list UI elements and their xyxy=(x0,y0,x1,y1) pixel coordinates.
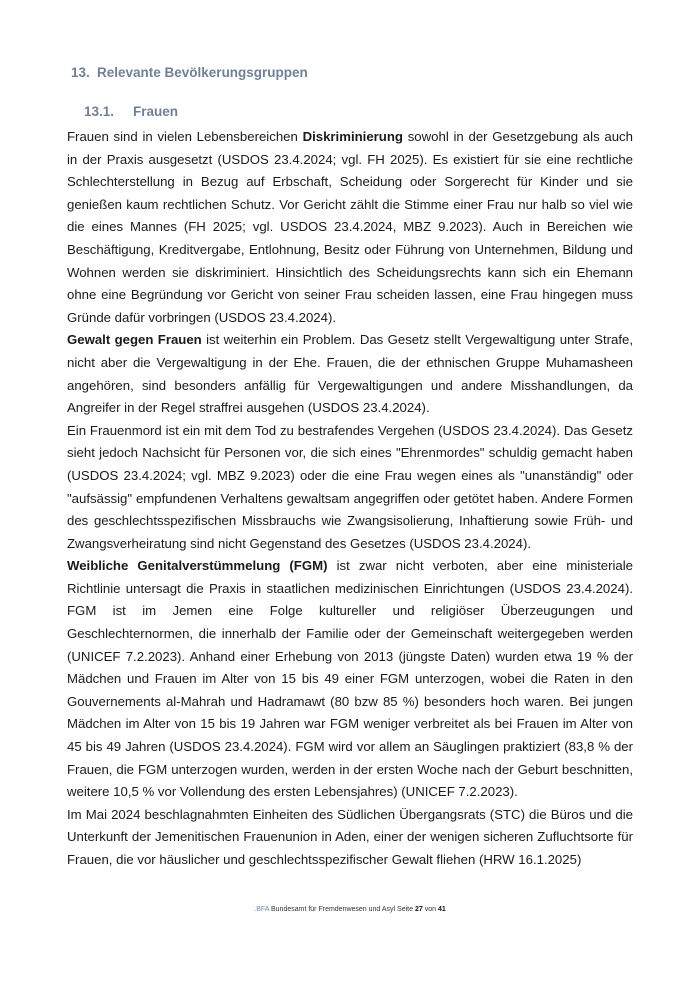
paragraph-text: Ein Frauenmord ist ein mit dem Tod zu bestrafendes Vergehen (USDOS 23.4.2024). Das Gesetz sieht jedoch Nachsicht für Personen vor, die sich eines "Ehrenmordes" schuldig gemacht haben (USDOS 23.4.2024; vgl. MBZ 9.2023) oder die eine Frau wegen eines als "unanständig" oder "aufsässig" empfundenen Verhaltens gewaltsam angegriffen oder getötet haben. Andere Formen des geschlechtsspezifischen Missbrauchs wie Zwangsisolierung, Inhaftierung sowie Früh- und Zwangsverheiratung sind nicht Gegenstand des Gesetzes (USDOS 23.4.2024). xyxy=(67,422,633,551)
bold-term: Gewalt gegen Frauen xyxy=(67,332,202,348)
footer-org: Bundesamt für Fremdenwesen und Asyl Seite xyxy=(269,906,415,913)
paragraph-text: ist weiterhin ein Problem. Das Gesetz stellt Vergewaltigung unter Strafe, nicht aber die Vergewaltigung in der Ehe. Frauen, die der ethnischen Gruppe Muhamasheen angehören, sind besonders anfällig für Vergewaltigungen und andere Misshandlungen, da Angreifer in der Regel straffrei ausgehen (USDOS 23.4.2024). xyxy=(67,332,634,416)
section-title: Relevante Bevölkerungsgruppen xyxy=(97,65,308,80)
section-number: 13. xyxy=(71,65,90,80)
bfa-logo-text: .BFA xyxy=(254,906,270,913)
paragraph-stc xyxy=(67,804,633,872)
bold-term: Diskriminierung xyxy=(302,129,403,144)
paragraph-discrimination xyxy=(67,126,633,329)
paragraph-fgm xyxy=(67,555,633,804)
subsection-title: Frauen xyxy=(133,104,179,119)
subsection-heading xyxy=(84,104,178,119)
page-footer xyxy=(0,906,700,913)
paragraph-femicide xyxy=(67,420,633,556)
paragraph-text: ist zwar nicht verboten, aber eine ministeriale Richtlinie untersagt die Praxis in staatlichen medizinischen Einrichtungen (USDOS 23.4.2024). FGM ist im Jemen eine Folge kultureller und religiöser Überzeugungen und Geschlechternormen, die innerhalb der Familie oder der Gemeinschaft weitergegeben werden (UNICEF 7.2.2023). Anhand einer Erhebung von 2013 (jüngste Daten) wurden etwa 19 % der Mädchen und Frauen im Alter von 15 bis 49 einer FGM unterzogen, wobei die Raten in den Gouvernements al-Mahrah und Hadramawt (80 bzw 85 %) besonders hoch waren. Bei jungen Mädchen im Alter von 15 bis 19 Jahren war FGM weniger verbreitet als bei Frauen im Alter von 45 bis 49 Jahren (USDOS 23.4.2024). FGM wird vor allem an Säuglingen praktiziert (83,8 % der Frauen, die FGM unterzogen wurden, werden in der ersten Woche nach der Geburt beschnitten, weitere 10,5 % vor Vollendung des ersten Lebensjahres) (UNICEF 7.2.2023). xyxy=(67,558,633,800)
paragraph-text: sowohl in der Gesetzgebung als auch in der Praxis ausgesetzt (USDOS 23.4.2024; vgl. FH 2025). Es existiert für sie eine rechtliche Schlechterstellung in Bezug auf Erbschaft, Scheidung oder Sorgerecht für Kinder und sie genießen kaum rechtlichen Schutz. Vor Gericht zählt die Stimme einer Frau nur halb so viel wie die eines Mannes (FH 2025; vgl. USDOS 23.4.2024, MBZ 9.2023). Auch in Bereichen wie Beschäftigung, Kreditvergabe, Entlohnung, Besitz oder Führung von Unternehmen, Bildung und Wohnen werden sie diskriminiert. Hinsichtlich des Scheidungsrechts kann sich ein Ehemann ohne eine Begründung vor Gericht von seiner Frau scheiden lassen, eine Frau hingegen muss Gründe dafür vorbringen (USDOS 23.4.2024). xyxy=(67,129,633,325)
section-heading xyxy=(71,65,308,80)
bold-term: Weibliche Genitalverstümmelung (FGM) xyxy=(67,558,328,574)
body-text xyxy=(67,126,633,872)
footer-of-label: von xyxy=(422,906,438,913)
paragraph-text: Frauen sind in vielen Lebensbereichen xyxy=(67,129,303,144)
paragraph-text: Im Mai 2024 beschlagnahmten Einheiten des Südlichen Übergangsrats (STC) die Büros und die Unterkunft der Jemenitischen Frauenunion in Aden, einer der wenigen sicheren Zufluchtsorte für Frauen, die vor häuslicher und geschlechtsspezifischer Gewalt fliehen (HRW 16.1.2025) xyxy=(67,806,633,867)
paragraph-violence xyxy=(67,329,633,419)
subsection-number: 13.1. xyxy=(84,104,115,119)
page-total: 41 xyxy=(437,906,446,913)
page-number: 27 xyxy=(414,906,423,913)
